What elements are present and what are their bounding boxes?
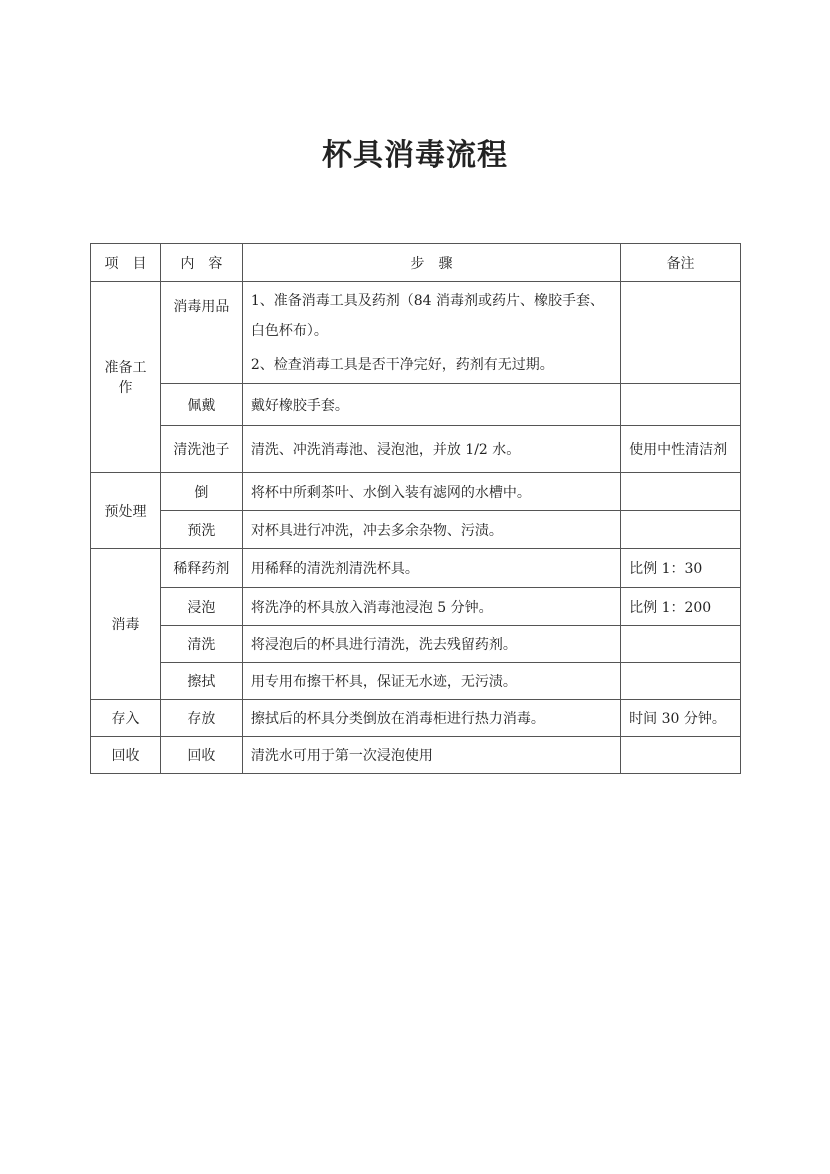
- row-note: [621, 384, 741, 426]
- row-content: 清洗池子: [160, 426, 242, 473]
- row-content: 预洗: [160, 511, 242, 549]
- document-title: 杯具消毒流程: [322, 138, 508, 173]
- row-content: 倒: [160, 473, 242, 511]
- row-note: [621, 626, 741, 663]
- row-step: 擦拭后的杯具分类倒放在消毒柜进行热力消毒。: [242, 700, 620, 737]
- header-content: 内 容: [160, 244, 242, 282]
- table-row: [91, 588, 741, 626]
- row-content: 回收: [160, 737, 242, 774]
- table-row: [91, 473, 741, 511]
- row-note: [621, 473, 741, 511]
- row-note: 时间 30 分钟。: [621, 700, 741, 737]
- row-note: [621, 511, 741, 549]
- row-content: 佩戴: [160, 384, 242, 426]
- header-item: 项 目: [91, 244, 161, 282]
- row-step: 戴好橡胶手套。: [242, 384, 620, 426]
- table-row: [91, 626, 741, 663]
- table-row: [91, 511, 741, 549]
- row-step: 将浸泡后的杯具进行清洗，洗去残留药剂。: [242, 626, 620, 663]
- table-row: [91, 737, 741, 774]
- table-row: [91, 663, 741, 700]
- group-pre: 预处理: [91, 473, 161, 549]
- row-step: 将杯中所剩茶叶、水倒入装有滤网的水槽中。: [242, 473, 620, 511]
- row-step: 用专用布擦干杯具，保证无水迹，无污渍。: [242, 663, 620, 700]
- table-row: [91, 549, 741, 588]
- group-recycle: 回收: [91, 737, 161, 774]
- row-note: [621, 737, 741, 774]
- row-step: 清洗、冲洗消毒池、浸泡池，并放 1/2 水。: [242, 426, 620, 473]
- process-table: [90, 243, 741, 774]
- row-content: 擦拭: [160, 663, 242, 700]
- table-row: [91, 426, 741, 473]
- row-note: [621, 282, 741, 384]
- row-step: 对杯具进行冲洗，冲去多余杂物、污渍。: [242, 511, 620, 549]
- row-content: 清洗: [160, 626, 242, 663]
- group-store: 存入: [91, 700, 161, 737]
- table-header-row: [91, 244, 741, 282]
- row-note: 使用中性清洁剂: [621, 426, 741, 473]
- row-step: [242, 282, 620, 384]
- table-row: [91, 282, 741, 384]
- row-content: 浸泡: [160, 588, 242, 626]
- row-note: 比例 1：30: [621, 549, 741, 588]
- row-step: 清洗水可用于第一次浸泡使用: [242, 737, 620, 774]
- row-note: 比例 1：200: [621, 588, 741, 626]
- row-note: [621, 663, 741, 700]
- header-notes: 备注: [621, 244, 741, 282]
- header-steps: 步 骤: [242, 244, 620, 282]
- group-prep: 准备工作: [91, 282, 161, 473]
- row-content: 存放: [160, 700, 242, 737]
- step-line: 1、准备消毒工具及药剂（84 消毒剂或药片、橡胶手套、白色杯布）。: [250, 292, 605, 339]
- row-content: 消毒用品: [160, 282, 242, 384]
- row-step: 将洗净的杯具放入消毒池浸泡 5 分钟。: [242, 588, 620, 626]
- table-row: [91, 700, 741, 737]
- table-row: [91, 384, 741, 426]
- row-step: 用稀释的清洗剂清洗杯具。: [242, 549, 620, 588]
- group-disinfect: 消毒: [91, 549, 161, 700]
- row-content: 稀释药剂: [160, 549, 242, 588]
- step-line: 2、检查消毒工具是否干净完好，药剂有无过期。: [250, 356, 554, 373]
